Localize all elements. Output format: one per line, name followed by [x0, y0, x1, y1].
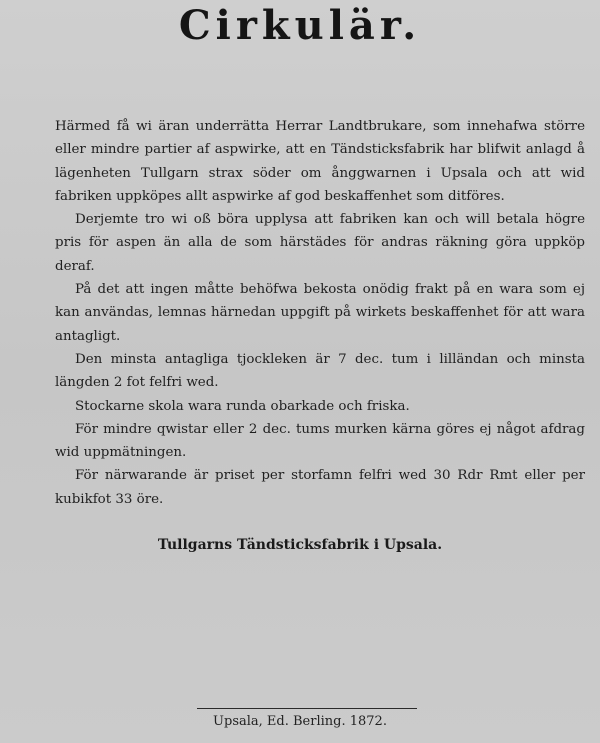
paragraph-1: Härmed få wi äran underrätta Herrar Landtbrukare, som innehafwa större eller mindre partier af aspwirke, att en Tändsticksfabrik har blifwit anlagd å lägenheten Tullgarn strax söder om ånggwarnen i Upsala och att wid fabriken uppköpes allt aspwirke af god beskaffenhet som ditföres.	[55, 119, 585, 204]
printer-imprint: Upsala, Ed. Berling. 1872.	[213, 714, 387, 729]
document-title: Cirkulär.	[178, 2, 422, 49]
footer-rule	[197, 708, 417, 709]
paragraph-3: På det att ingen måtte behöfwa bekosta onödig frakt på en wara som ej kan användas, lemnas härnedan uppgift på wirkets beskaffenhet för att wara antagligt.	[55, 282, 585, 344]
circular-body	[55, 115, 585, 511]
paragraph-6: För mindre qwistar eller 2 dec. tums murken kärna göres ej något afdrag wid uppmätningen.	[55, 421, 585, 461]
signature: Tullgarns Tändsticksfabrik i Upsala.	[157, 537, 443, 553]
paragraph-5: Stockarne skola wara runda obarkade och friska.	[75, 398, 410, 414]
paragraph-2: Derjemte tro wi oß böra upplysa att fabriken kan och will betala högre pris för aspen än alla de som härstädes för andras räkning göra uppköp deraf.	[55, 212, 585, 274]
paragraph-7: För närwarande är priset per storfamn felfri wed 30 Rdr Rmt eller per kubikfot 33 öre.	[55, 468, 585, 507]
paragraph-4: Den minsta antagliga tjockleken är 7 dec. tum i lilländan och minsta längden 2 fot felfri wed.	[55, 351, 585, 391]
